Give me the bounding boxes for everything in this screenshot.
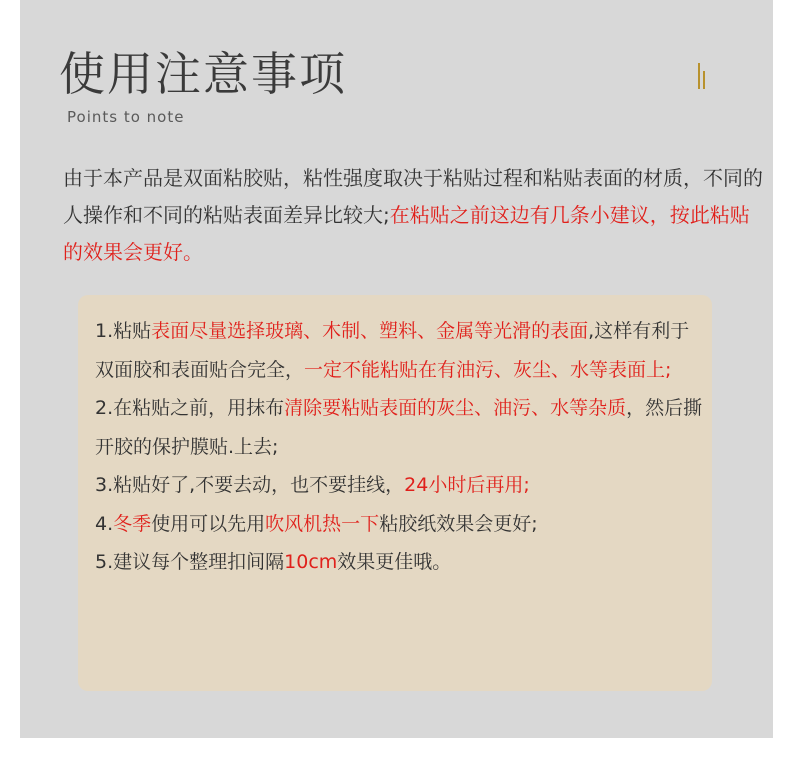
tip-highlight: 一定不能粘贴在有油污、灰尘、水等表面上; [304,358,672,381]
intro-highlight: 在粘贴之前这边有几条小建议，按此粘贴的效果会更好。 [63,203,750,264]
tip-text: 使用可以先用 [151,512,266,535]
tip-highlight: 表面尽量选择玻璃、木制、塑料、金属等光滑的表面 [151,320,589,342]
tip-text: 4. [95,512,114,535]
tip-highlight: 24小时后再用; [404,474,530,496]
tip-highlight: 冬季 [113,512,152,535]
tips-list [95,312,705,582]
tip-text: 2.在粘贴之前，用抹布 [95,397,285,419]
tip-item [95,389,705,466]
tip-highlight: 10cm [284,551,338,573]
tip-item [95,543,705,582]
tip-text: 效果更佳哦。 [337,551,452,573]
tip-highlight: 吹风机热一下 [265,512,380,535]
tip-item [95,505,705,544]
tip-text: ,这样有利于双面胶和表面贴合完全， [95,320,690,381]
page-subtitle: Points to note [67,108,185,126]
tip-text: 1.粘贴 [95,320,152,342]
intro-text: 由于本产品是双面粘胶贴，粘性强度取决于粘贴过程和粘贴表面的材质，不同的人操作和不同的粘贴表面差异比较大; [63,166,763,227]
tip-text: 粘胶纸效果会更好; [379,512,538,535]
intro-paragraph [63,160,768,271]
page-title: 使用注意事项 [59,47,347,101]
tip-item [95,312,705,389]
tip-text: 5.建议每个整理扣间隔 [95,551,285,573]
tip-item [95,466,705,505]
tip-highlight: 清除要粘贴表面的灰尘、油污、水等杂质 [284,397,627,419]
tip-text: ，然后撕开胶的保护膜贴.上去; [95,397,703,458]
tip-text: 3.粘贴好了,不要去动，也不要挂线， [95,474,405,496]
gold-bars-icon [698,63,706,89]
